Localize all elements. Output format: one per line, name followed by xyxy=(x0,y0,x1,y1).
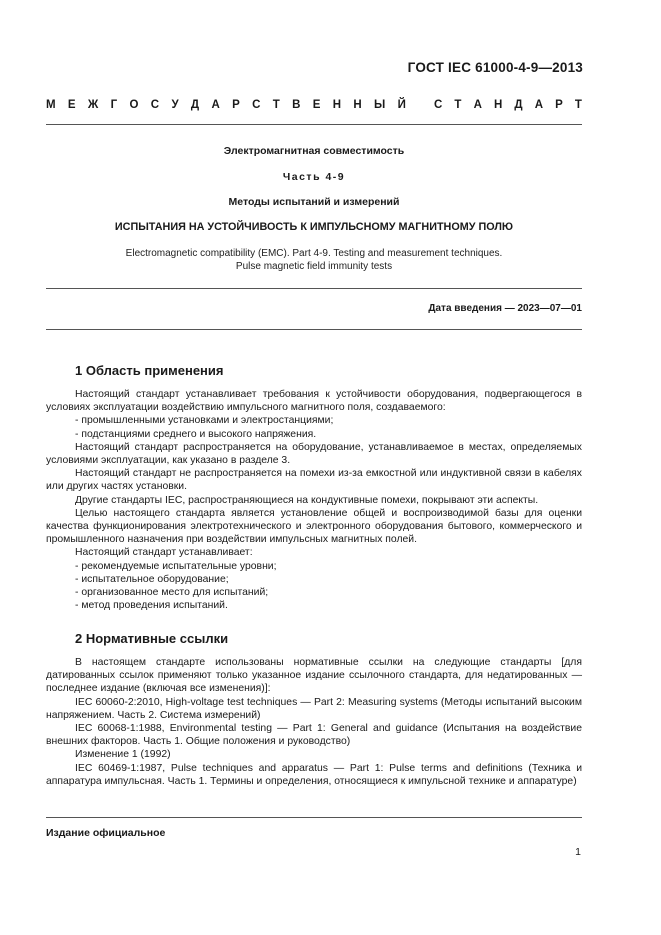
interstate_word2-letter: Т xyxy=(574,99,582,111)
interstate_word2-letter: А xyxy=(473,99,482,111)
list-item: - промышленными установками и электростанциями; xyxy=(75,415,334,427)
reference-item: IEC 60060-2:2010, High-voltage test techniques — Part 2: Measuring systems (Методы испытаний высоким напряжением. Часть 2. Система измерений) xyxy=(46,696,582,721)
official-edition-label: Издание официальное xyxy=(46,827,166,839)
list-item: - метод проведения испытаний. xyxy=(75,600,228,612)
main-title: ИСПЫТАНИЯ НА УСТОЙЧИВОСТЬ К ИМПУЛЬСНОМУ МАГНИТНОМУ ПОЛЮ xyxy=(114,221,514,233)
interstate_word2-letter: Т xyxy=(454,99,462,111)
reference-item: IEC 60469-1:1987, Pulse techniques and apparatus — Part 1: Pulse terms and definitions (Техника и аппаратура импульсная. Часть 1. Термины и определения, относящиеся к импульсной технике и аппаратуре) xyxy=(46,762,582,787)
interstate-word xyxy=(46,99,406,111)
interstate_word1-letter: Ы xyxy=(374,99,386,111)
interstate-standard-banner xyxy=(46,99,582,111)
english-title-line-2: Pulse magnetic field immunity tests xyxy=(235,261,393,272)
page-number: 1 xyxy=(575,846,581,858)
paragraph: Другие стандарты IEC, распространяющиеся на кондуктивные помехи, покрывают эти аспекты. xyxy=(75,494,539,506)
paragraph: Целью настоящего стандарта является установление общей и воспроизводимой базы для оценки качества функционирования электротехнического и электронного оборудования бытового, коммерческого и промышленного назначения при воздействии импульсных магнитных полей. xyxy=(46,507,582,546)
interstate_word1-letter: С xyxy=(252,99,261,111)
interstate_word1-letter: Н xyxy=(332,99,342,111)
interstate_word1-letter: Е xyxy=(67,99,76,111)
list-item: - организованное место для испытаний; xyxy=(75,587,269,599)
interstate_word1-letter: У xyxy=(171,99,179,111)
list-item: - испытательное оборудование; xyxy=(75,573,229,585)
section-2-body xyxy=(46,656,582,788)
introduction-date: Дата введения — 2023—07—01 xyxy=(428,303,582,314)
interstate_word2-letter: Д xyxy=(514,99,523,111)
paragraph: Настоящий стандарт распространяется на оборудование, устанавливаемое в местах, определяемых условиями эксплуатации, как указано в разделе 3. xyxy=(46,441,582,467)
section-1-heading: 1 Область применения xyxy=(75,363,224,378)
interstate_word1-letter: С xyxy=(150,99,160,111)
paragraph: Настоящий стандарт устанавливает: xyxy=(75,547,253,559)
interstate_word2-letter: А xyxy=(534,99,544,111)
section-1-body xyxy=(46,388,582,612)
document-code: ГОСТ IEC 61000-4-9—2013 xyxy=(407,60,583,75)
standard-word xyxy=(434,99,582,111)
reference-amendment: Изменение 1 (1992) xyxy=(75,749,171,761)
list-item: - рекомендуемые испытательные уровни; xyxy=(75,560,277,572)
reference-item: IEC 60068-1:1988, Environmental testing — Part 1: General and guidance (Испытания на воздействие внешних факторов. Часть 1. Общие положения и руководство) xyxy=(46,723,582,748)
title-part: Часть 4-9 xyxy=(282,171,346,183)
title-methods: Методы испытаний и измерений xyxy=(228,196,400,208)
paragraph: Настоящий стандарт не распространяется на помехи из-за емкостной или индуктивной связи в кабелях или других частях установки. xyxy=(46,468,582,493)
interstate_word1-letter: Е xyxy=(312,99,321,111)
interstate_word2-letter: Р xyxy=(555,99,563,111)
top-divider xyxy=(46,124,582,125)
paragraph: Настоящий стандарт устанавливает требования к устойчивости оборудования, подвергающегося в условиях эксплуатации воздействию импульсного магнитного поля, создаваемого: xyxy=(46,389,582,414)
interstate_word1-letter: Й xyxy=(397,99,406,111)
interstate_word1-letter: Г xyxy=(110,99,118,111)
interstate_word2-letter: С xyxy=(434,99,443,111)
interstate_word1-letter: Д xyxy=(190,99,200,111)
section-2-heading: 2 Нормативные ссылки xyxy=(75,631,229,646)
list-item: - подстанциями среднего и высокого напряжения. xyxy=(75,428,317,440)
interstate_word1-letter: М xyxy=(46,99,56,111)
date-divider xyxy=(46,329,582,330)
interstate_word1-letter: Н xyxy=(353,99,362,111)
title-line-1: Электромагнитная совместимость xyxy=(223,145,405,157)
interstate_word1-letter: Т xyxy=(272,99,280,111)
interstate_word1-letter: Ж xyxy=(87,99,99,111)
interstate_word1-letter: В xyxy=(292,99,301,111)
middle-divider xyxy=(46,288,582,289)
interstate_word2-letter: Н xyxy=(493,99,503,111)
interstate_word1-letter: Р xyxy=(232,99,240,111)
interstate_word1-letter: А xyxy=(211,99,220,111)
footer-divider xyxy=(46,817,582,818)
interstate_word1-letter: О xyxy=(129,99,139,111)
english-title-line-1: Electromagnetic compatibility (EMC). Part 4-9. Testing and measurement techniques. xyxy=(125,248,503,259)
paragraph: В настоящем стандарте использованы нормативные ссылки на следующие стандарты [для датированных ссылок применяют только указанное издание ссылочного стандарта, для недатированных — последнее издание (включая все изменения)]: xyxy=(46,657,582,695)
